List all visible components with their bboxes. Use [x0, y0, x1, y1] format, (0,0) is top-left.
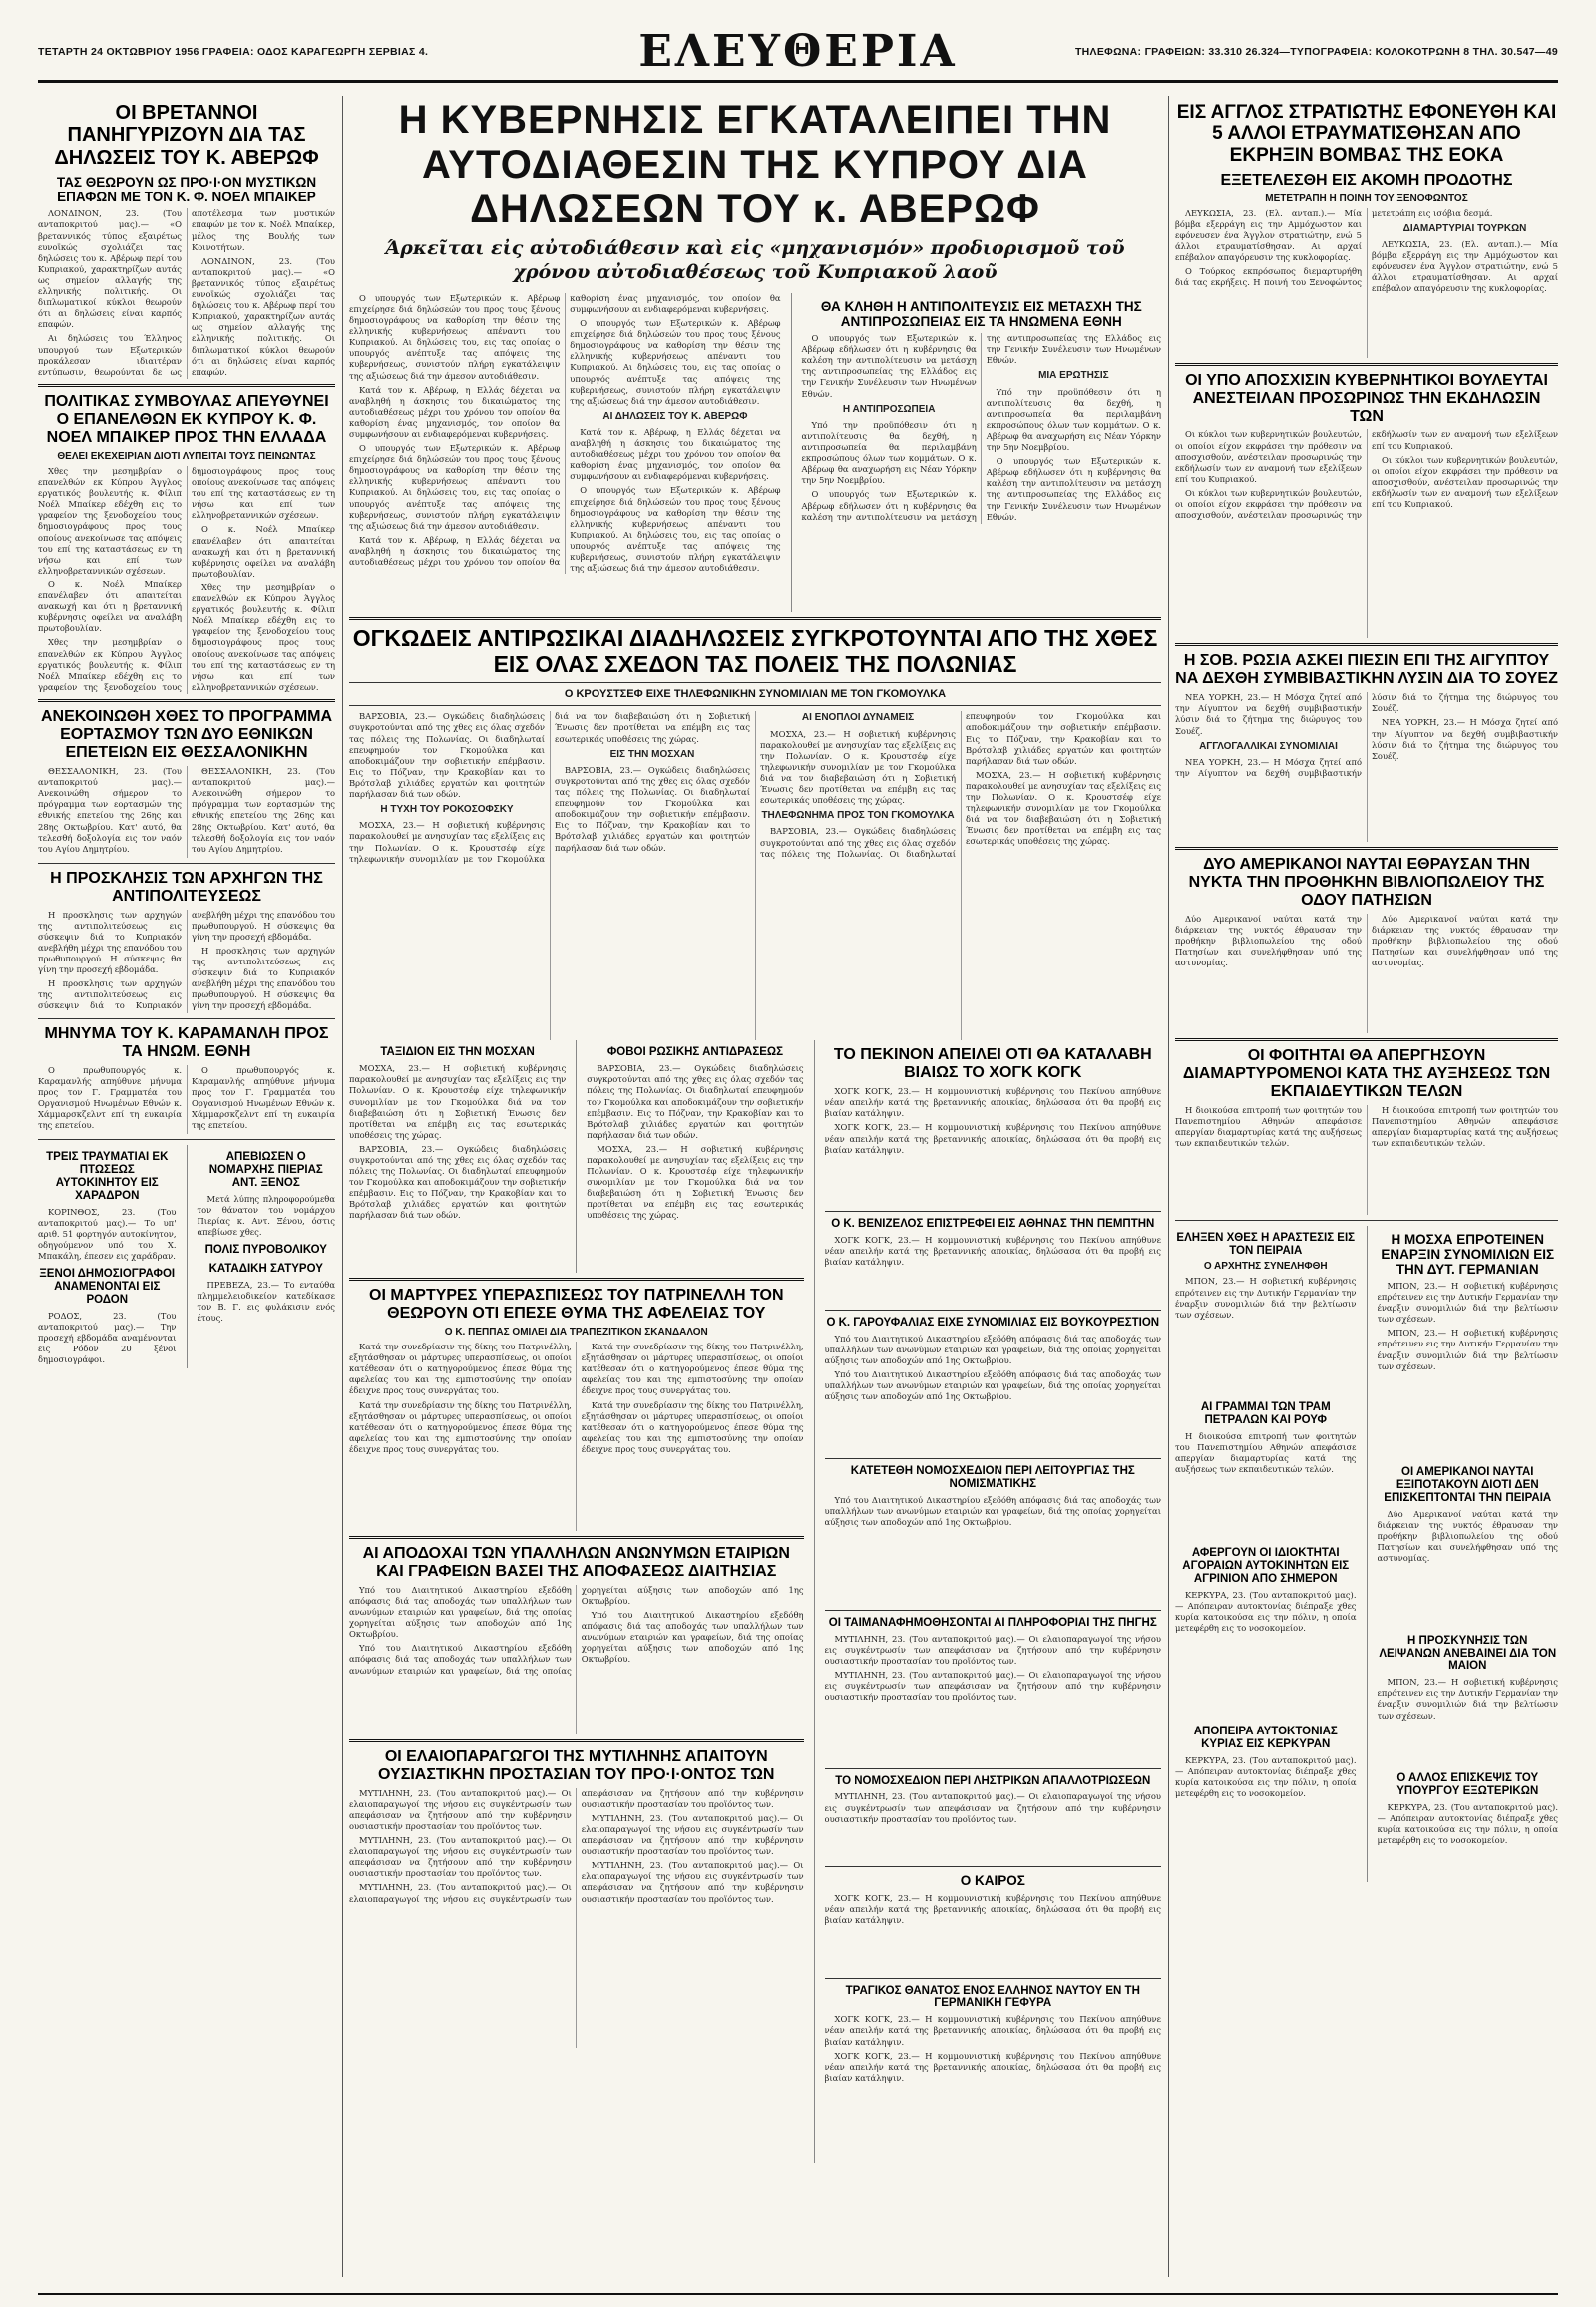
paragraph: ΒΑΡΣΟΒΙΑ, 23.— Ογκώδεις διαδηλώσεις συγκροτούνται από της χθες εις όλας σχεδόν τας πόλεις της Πολωνίας. Οι διαδηλωταί επευφημούν τον Γκομούλκα και αποδοκιμάζουν την σοβιετικήν επέμβασιν. Εις το Πόζναν, την Κρακοβίαν και το Βρότσλαβ χιλιάδες εργατών και φοιτητών παρήλασαν διά των οδών.: [349, 711, 545, 800]
divider: [825, 1310, 1161, 1311]
paragraph: ΘΕΣΣΑΛΟΝΙΚΗ, 23. (Του ανταποκριτού μας).— Ανεκοινώθη σήμερον το πρόγραμμα των εορτασμών της εθνικής επετείου της 26ης και 28ης Οκτωβρίου. Κατ' αυτό, θα τελεσθή δοξολογία εις τον ναόν του Αγίου Δημητρίου.: [192, 766, 335, 854]
paragraph: Οι κύκλοι των κυβερνητικών βουλευτών, οι οποίοι είχον εκφράσει την πρόθεσιν να αποσχισθούν, ανέστειλαν προσωρινώς την εκδήλωσίν των εν αναμονή των εξελίξεων επί του Κυπριακού.: [1175, 429, 1558, 521]
section-subhead: ΜΙΑ ΕΡΩΤΗΣΙΣ: [1038, 370, 1109, 382]
paragraph: ΘΕΣΣΑΛΟΝΙΚΗ, 23. (Του ανταποκριτού μας).— Ανεκοινώθη σήμερον το πρόγραμμα των εορτασμών της εθνικής επετείου της 26ης και 28ης Οκτωβρίου. Κατ' αυτό, θα τελεσθή δοξολογία εις τον ναόν του Αγίου Δημητρίου.: [38, 766, 182, 854]
headline-patrinellis-trial: ΟΙ ΜΑΡΤΥΡΕΣ ΥΠΕΡΑΣΠΙΣΕΩΣ ΤΟΥ ΠΑΤΡΙΝΕΛΛΗ ΤΟΝ ΘΕΩΡΟΥΝ ΟΤΙ ΕΠΕΣΕ ΘΥΜΑ ΤΗΣ ΑΦΕΛΕΙΑΣ ΤΟΥ: [369, 1287, 784, 1323]
paragraph: ΜΟΣΧΑ, 23.— Η σοβιετική κυβέρνησις παρακολουθεί με ανησυχίαν τας εξελίξεις εις την Πολωνίαν. Ο κ. Κρουστσέφ είχε τηλεφωνικήν συνομιλίαν με τον Γκομούλκα διά να τον διαβεβαιώση ότι η Σοβιετική Ένωσις δεν προτίθεται να επέμβη εις τας εσωτερικάς υποθέσεις της χώρας.: [349, 1063, 567, 1140]
paragraph: Χθες την μεσημβρίαν ο επανελθών εκ Κύπρου Άγγλος εργατικός βουλευτής κ. Φίλιπ Νοέλ Μπαίκερ εδέχθη εις το γραφείον της ξενοδοχείου τους δημοσιογράφους προς τους οποίους ανεκοίνωσε τας απόψεις του επί της καταστάσεως εν τη νήσω και επί των ελληνοβρεταννικών σχέσεων.: [38, 466, 335, 692]
paragraph: ΚΕΡΚΥΡΑ, 23. (Του ανταποκριτού μας).— Απόπειραν αυτοκτονίας διέπραξε χθες κυρία κατοικούσα εις την πόλιν, η οποία μετεφέρθη εις το νοσοκομείον.: [1175, 1754, 1357, 1798]
article-body: [349, 1788, 804, 2048]
paragraph: Ο υπουργός των Εξωτερικών κ. Αβέρωφ επιχείρησε διά δηλώσεών του προς τους ξένους δημοσιογράφους να καθορίση την θέσιν της ελληνικής κυβερνήσεως απέναντι του Κυπριακού. Αι δηλώσεις του, εις τας οποίας ο υπουργός ανέπτυξε τας απόψεις της κυβερνήσεως, συνιστούν πλήρη εγκατάλειψιν της αξιώσεως διά την άμεσον αυτοδιάθεσιν.: [570, 485, 781, 574]
divider: [349, 705, 1161, 706]
section-subhead: ΑΓΓΛΟΓΑΛΛΙΚΑΙ ΣΥΝΟΜΙΛΙΑΙ: [1199, 740, 1338, 752]
divider: [349, 682, 1161, 683]
paragraph: Κατά την συνεδρίασιν της δίκης του Πατρινέλλη, εξητάσθησαν οι μάρτυρες υπερασπίσεως, οι οποίοι κατέθεσαν ότι ο κατηγορούμενος έπεσε θύμα της αφελείας του και της εμπιστοσύνης την οποίαν έδειχνε προς τους συνεργάτας του.: [349, 1342, 572, 1396]
article-body: [38, 766, 335, 858]
headline-relics: Η ΠΡΟΣΚΥΝΗΣΙΣ ΤΩΝ ΛΕΙΨΑΝΩΝ ΑΝΕΒΑΙΝΕΙ ΔΙΑ ΤΟΝ ΜΑΙΟΝ: [1379, 1634, 1557, 1673]
divider: [349, 1739, 804, 1742]
headline-traitor-executed: ΕΞΕΤΕΛΕΣΘΗ ΕΙΣ ΑΚΟΜΗ ΠΡΟΔΟΤΗΣ: [1220, 171, 1513, 189]
headline-source-info: ΟΙ ΤΑΙΜΑΝΑΦΗΜΟΘΗΣΟΝΤΑΙ ΑΙ ΠΛΗΡΟΦΟΡΙΑΙ ΤΗΣ ΠΗΓΗΣ: [828, 1616, 1157, 1629]
paragraph: ΧΟΓΚ ΚΟΓΚ, 23.— Η κομμουνιστική κυβέρνησις του Πεκίνου απηύθυνε νέαν απειλήν κατά της βρεταννικής αποικίας, δηλώσασα ότι θα προβή εις βιαίαν κατάληψιν.: [824, 2050, 1161, 2083]
headline-peking-threat: ΤΟ ΠΕΚΙΝΟΝ ΑΠΕΙΛΕΙ ΟΤΙ ΘΑ ΚΑΤΑΛΑΒΗ ΒΙΑΙΩΣ ΤΟ ΧΟΓΚ ΚΟΓΚ: [833, 1046, 1152, 1082]
article-body: [38, 208, 335, 379]
headline-corfu-attempt: ΑΠΟΠΕΙΡΑ ΑΥΤΟΚΤΟΝΙΑΣ ΚΥΡΙΑΣ ΕΙΣ ΚΕΡΚΥΡΑΝ: [1193, 1725, 1338, 1750]
paragraph: ΒΑΡΣΟΒΙΑ, 23.— Ογκώδεις διαδηλώσεις συγκροτούνται από της χθες εις όλας σχεδόν τας πόλεις της Πολωνίας. Οι διαδηλωταί επευφημούν τον Γκομούλκα και αποδοκιμάζουν την σοβιετικήν επέμβασιν. Εις το Πόζναν, την Κρακοβίαν και το Βρότσλαβ χιλιάδες εργατών και φοιτητών παρήλασαν διά των οδών.: [349, 1143, 567, 1221]
lead-story-row: [349, 293, 1161, 612]
paragraph: Οι κύκλοι των κυβερνητικών βουλευτών, οι οποίοι είχον εκφράσει την πρόθεσιν να αποσχισθούν, ανέστειλαν προσωρινώς την εκδήλωσίν των εν αναμονή των εξελίξεων επί του Κυπριακού.: [1175, 429, 1362, 484]
divider: [825, 1768, 1161, 1769]
paragraph: ΒΑΡΣΟΒΙΑ, 23.— Ογκώδεις διαδηλώσεις συγκροτούνται από της χθες εις όλας σχεδόν τας πόλεις της Πολωνίας. Οι διαδηλωταί επευφημούν τον Γκομούλκα και αποδοκιμάζουν την σοβιετικήν επέμβασιν. Εις το Πόζναν, την Κρακοβίαν και το Βρότσλαβ χιλιάδες εργατών και φοιτητών παρήλασαν διά των οδών.: [760, 711, 1161, 859]
headline-tram-lines: ΑΙ ΓΡΑΜΜΑΙ ΤΩΝ ΤΡΑΜ ΠΕΤΡΑΛΩΝ ΚΑΙ ΡΟΥΦ: [1200, 1401, 1331, 1427]
paragraph: ΝΕΑ ΥΟΡΚΗ, 23.— Η Μόσχα ζητεί από την Αίγυπτον να δεχθή συμβιβαστικήν λύσιν διά το ζήτημα της διώρυγος του Σουέζ.: [1175, 692, 1558, 778]
paragraph: ΒΑΡΣΟΒΙΑ, 23.— Ογκώδεις διαδηλώσεις συγκροτούνται από της χθες εις όλας σχεδόν τας πόλεις της Πολωνίας. Οι διαδηλωταί επευφημούν τον Γκομούλκα και αποδοκιμάζουν την σοβιετικήν επέμβασιν. Εις το Πόζναν, την Κρακοβίαν και το Βρότσλαβ χιλιάδες εργατών και φοιτητών παρήλασαν διά των οδών.: [555, 764, 750, 853]
article-body: [587, 1063, 803, 1273]
headline-british-praise: ΟΙ ΒΡΕΤΑΝΝΟΙ ΠΑΝΗΓΥΡΙΖΟΥΝ ΔΙΑ ΤΑΣ ΔΗΛΩΣΕΙΣ ΤΟΥ Κ. ΑΒΕΡΩΦ: [54, 102, 319, 169]
paragraph: ΝΕΑ ΥΟΡΚΗ, 23.— Η Μόσχα ζητεί από την Αίγυπτον να δεχθή συμβιβαστικήν λύσιν διά το ζήτημα της διώρυγος του Σουέζ.: [1372, 717, 1558, 761]
paragraph: ΜΟΣΧΑ, 23.— Η σοβιετική κυβέρνησις παρακολουθεί με ανησυχίαν τας εξελίξεις εις την Πολωνίαν. Ο κ. Κρουστσέφ είχε τηλεφωνικήν συνομιλίαν με τον Γκομούλκα διά να τον διαβεβαιώση ότι η Σοβιετική Ένωσις δεν προτίθεται να επέμβη εις τας εσωτερικάς υποθέσεις της χώρας.: [760, 728, 956, 806]
paragraph: Ο υπουργός των Εξωτερικών κ. Αβέρωφ εδήλωσεν ότι η κυβέρνησις θα καλέση την αντιπολίτευσιν να μετάσχη της αντιπροσωπείας της Ελλάδος εις την Γενικήν Συνέλευσιν των Ηνωμένων Εθνών.: [801, 333, 1161, 522]
headline-expropriation-bill: ΤΟ ΝΟΜΟΣΧΕΔΙΟΝ ΠΕΡΙ ΛΗΣΤΡΙΚΩΝ ΑΠΑΛΛΟΤΡΙΩΣΕΩΝ: [835, 1774, 1151, 1787]
subheadline-peppas: Ο Κ. ΠΕΠΠΑΣ ΟΜΙΛΕΙ ΔΙΑ ΤΡΑΠΕΖΙΤΙΚΟΝ ΣΚΑΝΔΑΛΟΝ: [444, 1327, 708, 1339]
section-subhead: Ο ΑΡΧΗΤΗΣ ΣΥΝΕΛΗΦΘΗ: [1203, 1261, 1328, 1273]
headline-student-strike: ΟΙ ΦΟΙΤΗΤΑΙ ΘΑ ΑΠΕΡΓΗΣΟΥΝ ΔΙΑΜΑΡΤΥΡΟΜΕΝΟΙ ΚΑΤΑ ΤΗΣ ΑΥΞΗΣΕΩΣ ΤΩΝ ΕΚΠΑΙΔΕΥΤΙΚΩΝ ΤΕΛΩΝ: [1182, 1046, 1551, 1100]
paragraph: ΛΕΥΚΩΣΙΑ, 23. (Ελ. ανταπ.).— Μία βόμβα εξερράγη εις την Αμμόχωστον και εφόνευσεν ένα Άγγλον στρατιώτην, ενώ 5 άλλοι ετραυματίσθησαν. Αι αρχαί επέβαλον απαγόρευσιν της κυκλοφορίας.: [1175, 207, 1362, 263]
headline-monetary-bill: ΚΑΤΕΤΕΘΗ ΝΟΜΟΣΧΕΔΙΟΝ ΠΕΡΙ ΛΕΙΤΟΥΡΓΙΑΣ ΤΗΣ ΝΟΜΙΣΜΑΤΙΚΗΣ: [850, 1464, 1135, 1490]
headline-venizelos-return: Ο Κ. ΒΕΝΙΖΕΛΟΣ ΕΠΙΣΤΡΕΦΕΙ ΕΙΣ ΑΘΗΝΑΣ ΤΗΝ ΠΕΜΠΤΗΝ: [831, 1218, 1155, 1231]
paragraph: ΜΥΤΙΛΗΝΗ, 23. (Του ανταποκριτού μας).— Οι ελαιοπαραγωγοί της νήσου εις συγκέντρωσίν των απεφάσισαν να ζητήσουν από την κυβέρνησιν ουσιαστικήν προστασίαν του προϊόντος των.: [349, 1787, 572, 1831]
paragraph: Η διοικούσα επιτροπή των φοιτητών του Πανεπιστημίου Αθηνών απεφάσισε απεργίαν διαμαρτυρίας κατά της αυξήσεως των εκπαιδευτικών τελών.: [1175, 1431, 1357, 1475]
paragraph: ΧΟΓΚ ΚΟΓΚ, 23.— Η κομμουνιστική κυβέρνησις του Πεκίνου απηύθυνε νέαν απειλήν κατά της βρεταννικής αποικίας, δηλώσασα ότι θα προβή εις βιαίαν κατάληψιν.: [824, 1235, 1161, 1268]
divider: [38, 863, 335, 864]
paragraph: Υπό την προϋπόθεσιν ότι η αντιπολίτευσις θα δεχθή, η αντιπροσωπεία θα περιλαμβάνη εκπροσώπους όλων των κομμάτων. Ο κ. Αβέρωφ θα αναχωρήση εις Νέαν Υόρκην την 5ην Νοεμβρίου.: [986, 386, 1161, 453]
masthead: [38, 22, 1558, 83]
paragraph: Ο υπουργός των Εξωτερικών κ. Αβέρωφ εδήλωσεν ότι η κυβέρνησις θα καλέση την αντιπολίτευσιν να μετάσχη της αντιπροσωπείας της Ελλάδος εις την Γενικήν Συνέλευσιν των Ηνωμένων Εθνών.: [986, 456, 1161, 522]
paragraph: ΧΟΓΚ ΚΟΓΚ, 23.— Η κομμουνιστική κυβέρνησις του Πεκίνου απηύθυνε νέαν απειλήν κατά της βρεταννικής αποικίας, δηλώσασα ότι θα προβή εις βιαίαν κατάληψιν.: [824, 1122, 1161, 1155]
paragraph: Οι κύκλοι των κυβερνητικών βουλευτών, οι οποίοι είχον εκφράσει την πρόθεσιν να αποσχισθούν, ανέστειλαν προσωρινώς την εκδήλωσίν των εν αναμονή των εξελίξεων επί του Κυπριακού.: [1372, 454, 1558, 509]
section-subhead: ΕΙΣ ΤΗΝ ΜΟΣΧΑΝ: [609, 748, 695, 760]
paragraph: ΛΟΝΔΙΝΟΝ, 23. (Του ανταποκριτού μας).— «Ο βρεταννικός τύπος εξαιρέτως ευνοϊκώς σχολιάζει τας δηλώσεις του κ. Αβέρωφ περί του Κυπριακού, χαρακτηρίζων αυτάς ως σημείον αλλαγής της ελληνικής πολιτικής. Οι διπλωματικοί κύκλοι θεωρούν ότι αι δηλώσεις είναι καρπός επαφών.: [38, 208, 182, 330]
paragraph: Κατά τον κ. Αβέρωφ, η Ελλάς δέχεται να αναβληθή η άσκησις του δικαιώματος της αυτοδιαθέσεως μέχρι του χρόνου τον οποίον θα καθορίση ένας μηχανισμός, τον οποίον θα συμφωνήσουν αι ενδιαφερόμεναι κυβερνήσεις.: [349, 384, 561, 440]
divider: [38, 384, 335, 387]
divider: [1175, 1220, 1558, 1221]
short-news-row: [1175, 1226, 1558, 1882]
headline-journalists-rhodes: ΞΕΝΟΙ ΔΗΜΟΣΙΟΓΡΑΦΟΙ ΑΝΑΜΕΝΟΝΤΑΙ ΕΙΣ ΡΟΔΟΝ: [39, 1268, 176, 1307]
article-body: [1175, 692, 1558, 842]
left-column: [38, 96, 335, 2277]
article-body: [349, 1063, 566, 1273]
headline-olive-growers: ΟΙ ΕΛΑΙΟΠΑΡΑΓΩΓΟΙ ΤΗΣ ΜΥΤΙΛΗΝΗΣ ΑΠΑΙΤΟΥΝ ΟΥΣΙΑΣΤΙΚΗΝ ΠΡΟΣΤΑΣΙΑΝ ΤΟΥ ΠΡΟ·Ι·ΟΝΤΟΣ ΤΩΝ: [378, 1747, 775, 1783]
divider: [1175, 643, 1558, 646]
masthead-dateline: ΤΕΤΑΡΤΗ 24 ΟΚΤΩΒΡΙΟΥ 1956 ΓΡΑΦΕΙΑ: ΟΔΟΣ ΚΑΡΑΓΕΩΡΓΗ ΣΕΡΒΙΑΣ 4.: [38, 46, 429, 58]
article-body: [1175, 914, 1558, 1033]
paragraph: Ο Τούρκος εκπρόσωπος διεμαρτυρήθη διά τας εκρήξεις. Η ποινή του Ξενοφώντος μετετράπη εις ισόβια δεσμά.: [1175, 207, 1493, 288]
paragraph: Δύο Αμερικανοί ναύται κατά την διάρκειαν της νυκτός έθραυσαν την προθήκην βιβλιοπωλείου της οδού Πατησίων και συνελήφθησαν υπό της αστυνομίας.: [1372, 913, 1558, 968]
article-body: [349, 293, 781, 574]
paragraph: Ο υπουργός των Εξωτερικών κ. Αβέρωφ εδήλωσεν ότι η κυβέρνησις θα καλέση την αντιπολίτευσιν να μετάσχη της αντιπροσωπείας της Ελλάδος εις την Γενικήν Συνέλευσιν των Ηνωμένων Εθνών.: [801, 333, 977, 399]
paragraph: ΜΥΤΙΛΗΝΗ, 23. (Του ανταποκριτού μας).— Οι ελαιοπαραγωγοί της νήσου εις συγκέντρωσίν των απεφάσισαν να ζητήσουν από την κυβέρνησιν ουσιαστικήν προστασίαν του προϊόντος των.: [349, 1835, 572, 1879]
section-subhead: ΔΙΑΜΑΡΤΥΡΙΑΙ ΤΟΥΡΚΩΝ: [1402, 222, 1527, 234]
paragraph: ΛΟΝΔΙΝΟΝ, 23. (Του ανταποκριτού μας).— «Ο βρεταννικός τύπος εξαιρέτως ευνοϊκώς σχολιάζει τας δηλώσεις του κ. Αβέρωφ περί του Κυπριακού, χαρακτηρίζων αυτάς ως σημείον αλλαγής της ελληνικής πολιτικής. Οι διπλωματικοί κύκλοι θεωρούν ότι αι δηλώσεις είναι καρπός επαφών.: [192, 255, 335, 377]
paragraph: Η διοικούσα επιτροπή των φοιτητών του Πανεπιστημίου Αθηνών απεφάσισε απεργίαν διαμαρτυρίας κατά της αυξήσεως των εκπαιδευτικών τελών.: [1175, 1104, 1362, 1148]
paragraph: Δύο Αμερικανοί ναύται κατά την διάρκειαν της νυκτός έθραυσαν την προθήκην βιβλιοπωλείου της οδού Πατησίων και συνελήφθησαν υπό της αστυνομίας.: [1175, 913, 1362, 968]
paragraph: Κατά την συνεδρίασιν της δίκης του Πατρινέλλη, εξητάσθησαν οι μάρτυρες υπερασπίσεως, οι οποίοι κατέθεσαν ότι ο κατηγορούμενος έπεσε θύμα της αφελείας του και της εμπιστοσύνης την οποίαν έδειχνε προς τους συνεργάτας του.: [581, 1399, 804, 1454]
headline-satyr-sentence: ΚΑΤΑΔΙΚΗ ΣΑΤΥΡΟΥ: [208, 1263, 323, 1276]
section-subhead: ΤΗΛΕΦΩΝΗΜΑ ΠΡΟΣ ΤΟΝ ΓΚΟΜΟΥΛΚΑ: [761, 810, 955, 822]
headline-piraeus: ΕΛΗΞΕΝ ΧΘΕΣ Η ΑΡΑΣΤΕΣΙΣ ΕΙΣ ΤΟΝ ΠΕΙΡΑΙΑ: [1176, 1231, 1356, 1257]
paragraph: Υπό του Διαιτητικού Δικαστηρίου εξεδόθη απόφασις διά τας αποδοχάς των υπαλλήλων των ανωνύμων εταιριών και γραφείων, διά της οποίας χορηγείται αύξησις των αποδοχών από 1ης Οκτωβρίου.: [349, 1584, 804, 1676]
divider: [1175, 363, 1558, 366]
headline-moscow-trip: ΤΑΞΙΔΙΟΝ ΕΙΣ ΤΗΝ ΜΟΣΧΑΝ: [380, 1046, 535, 1059]
paragraph: ΜΥΤΙΛΗΝΗ, 23. (Του ανταποκριτού μας).— Οι ελαιοπαραγωγοί της νήσου εις συγκέντρωσίν των απεφάσισαν να ζητήσουν από την κυβέρνησιν ουσιαστικήν προστασίαν του προϊόντος των.: [581, 1860, 804, 1904]
headline-opposition-leaders: Η ΠΡΟΣΚΛΗΣΙΣ ΤΩΝ ΑΡΧΗΓΩΝ ΤΗΣ ΑΝΤΙΠΟΛΙΤΕΥΣΕΩΣ: [50, 869, 323, 905]
paragraph: ΜΥΤΙΛΗΝΗ, 23. (Του ανταποκριτού μας).— Οι ελαιοπαραγωγοί της νήσου εις συγκέντρωσίν των απεφάσισαν να ζητήσουν από την κυβέρνησιν ουσιαστικήν προστασίαν του προϊόντος των.: [349, 1787, 804, 1904]
article-body: [1175, 429, 1558, 638]
article-body: [825, 1086, 1161, 1206]
headline-russian-reaction: ΦΟΒΟΙ ΡΩΣΙΚΗΣ ΑΝΤΙΔΡΑΣΕΩΣ: [606, 1046, 784, 1059]
paragraph: ΧΟΓΚ ΚΟΓΚ, 23.— Η κομμουνιστική κυβέρνησις του Πεκίνου απηύθυνε νέαν απειλήν κατά της βρεταννικής αποικίας, δηλώσασα ότι θα προβή εις βιαίαν κατάληψιν.: [824, 2014, 1161, 2047]
divider: [825, 1211, 1161, 1212]
paragraph: Υπό του Διαιτητικού Δικαστηρίου εξεδόθη απόφασις διά τας αποδοχάς των υπαλλήλων των ανωνύμων εταιριών και γραφείων, διά της οποίας χορηγείται αύξησις των αποδοχών από 1ης Οκτωβρίου.: [581, 1610, 804, 1665]
headline-thessaloniki: ΑΝΕΚΟΙΝΩΘΗ ΧΘΕΣ ΤΟ ΠΡΟΓΡΑΜΜΑ ΕΟΡΤΑΣΜΟΥ ΤΩΝ ΔΥΟ ΕΘΝΙΚΩΝ ΕΠΕΤΕΙΩΝ ΕΙΣ ΘΕΣΣΑΛΟΝΙΚΗΝ: [40, 708, 333, 762]
paragraph: ΠΡΕΒΕΖΑ, 23.— Το ενταύθα πλημμελειοδικείον κατεδίκασε τον Β. Γ. εις φυλάκισιν ενός έτους.: [197, 1280, 335, 1324]
subheadline-khrushchev-call: Ο ΚΡΟΥΣΤΣΕΦ ΕΙΧΕ ΤΗΛΕΦΩΝΙΚΗΝ ΣΥΝΟΜΙΛΙΑΝ ΜΕ ΤΟΝ ΓΚΟΜΟΥΛΚΑ: [564, 688, 947, 701]
subheadline-secret-contacts: ΤΑΣ ΘΕΩΡΟΥΝ ΩΣ ΠΡΟ·Ι·ΟΝ ΜΥΣΤΙΚΩΝ ΕΠΑΦΩΝ ΜΕ ΤΟΝ Κ. Φ. ΝΟΕΛ ΜΠΑΙΚΕΡ: [56, 175, 317, 205]
paragraph: ΜΟΣΧΑ, 23.— Η σοβιετική κυβέρνησις παρακολουθεί με ανησυχίαν τας εξελίξεις εις την Πολωνίαν. Ο κ. Κρουστσέφ είχε τηλεφωνικήν συνομιλίαν με τον Γκομούλκα διά να τον διαβεβαιώση ότι η Σοβιετική Ένωσις δεν προτίθεται να επέμβη εις τας εσωτερικάς υποθέσεις της χώρας.: [966, 769, 1161, 847]
paragraph: Κατά την συνεδρίασιν της δίκης του Πατρινέλλη, εξητάσθησαν οι μάρτυρες υπερασπίσεως, οι οποίοι κατέθεσαν ότι ο κατηγορούμενος έπεσε θύμα της αφελείας του και της εμπιστοσύνης την οποίαν έδειχνε προς τους συνεργάτας του.: [349, 1399, 572, 1454]
paragraph: Κατά την συνεδρίασιν της δίκης του Πατρινέλλη, εξητάσθησαν οι μάρτυρες υπερασπίσεως, οι οποίοι κατέθεσαν ότι ο κατηγορούμενος έπεσε θύμα της αφελείας του και της εμπιστοσύνης την οποίαν έδειχνε προς τους συνεργάτας του.: [581, 1342, 804, 1396]
poland-continuation-row: [349, 1040, 804, 1273]
headline-car-accident: ΤΡΕΙΣ ΤΡΑΥΜΑΤΙΑΙ ΕΚ ΠΤΩΣΕΩΣ ΑΥΤΟΚΙΝΗΤΟΥ ΕΙΣ ΧΑΡΑΔΡΟΝ: [46, 1151, 169, 1203]
article-body: [349, 1342, 804, 1531]
paragraph: Ο πρωθυπουργός κ. Καραμανλής απηύθυνε μήνυμα προς τον Γ. Γραμματέα του Οργανισμού Ηνωμένων Εθνών κ. Χάμμαρσκζελντ επί τη ευκαιρία της επετείου.: [192, 1064, 335, 1131]
paragraph: Υπό του Διαιτητικού Δικαστηρίου εξεδόθη απόφασις διά τας αποδοχάς των υπαλλήλων των ανωνύμων εταιριών και γραφείων, διά της οποίας χορηγείται αύξησις των αποδοχών από 1ης Οκτωβρίου.: [824, 1333, 1161, 1366]
headline-employee-salaries: ΑΙ ΑΠΟΔΟΧΑΙ ΤΩΝ ΥΠΑΛΛΗΛΩΝ ΑΝΩΝΥΜΩΝ ΕΤΑΙΡΙΩΝ ΚΑΙ ΓΡΑΦΕΙΩΝ ΒΑΣΕΙ ΤΗΣ ΑΠΟΦΑΣΕΩΣ ΔΙΑΙΤΗΣΙΑΣ: [362, 1545, 790, 1580]
paragraph: ΡΟΔΟΣ, 23. (Του ανταποκριτού μας).— Την προσεχή εβδομάδα αναμένονται εις Ρόδον 20 ξένοι δημοσιογράφοι.: [38, 1310, 177, 1365]
newspaper-title: ΕΛΕΥΘΕΡΙΑ: [638, 26, 958, 77]
paragraph: Η προσκλησις των αρχηγών της αντιπολιτεύσεως εις σύσκεψιν διά το Κυπριακόν ανεβλήθη μέχρι της επανόδου του πρωθυπουργού. Η σύσκεψις θα γίνη την προσεχή εβδομάδα.: [38, 909, 182, 975]
divider: [349, 617, 1161, 620]
paragraph: ΜΟΣΧΑ, 23.— Η σοβιετική κυβέρνησις παρακολουθεί με ανησυχίαν τας εξελίξεις εις την Πολωνίαν. Ο κ. Κρουστσέφ είχε τηλεφωνικήν συνομιλίαν με τον Γκομούλκα διά να τον διαβεβαιώση ότι η Σοβιετική Ένωσις δεν προτίθεται να επέμβη εις τας εσωτερικάς υποθέσεις της χώρας.: [349, 711, 750, 864]
divider: [38, 699, 335, 702]
section-subhead: ΑΙ ΔΗΛΩΣΕΙΣ ΤΟΥ Κ. ΑΒΕΡΩΦ: [602, 410, 748, 422]
paragraph: Υπό την προϋπόθεσιν ότι η αντιπολίτευσις θα δεχθή, η αντιπροσωπεία θα περιλαμβάνη εκπροσώπους όλων των κομμάτων. Ο κ. Αβέρωφ θα αναχωρήση εις Νέαν Υόρκην την 5ην Νοεμβρίου.: [801, 419, 977, 486]
right-column: [1175, 96, 1558, 2277]
paragraph: Αι δηλώσεις του Έλληνος υπουργού των Εξωτερικών προκάλεσαν ιδιαιτέραν εντύπωσιν, θεωρούνται δε ως αποτέλεσμα των μυστικών επαφών με τον κ. Νοέλ Μπαίκερ, μέλος της Βουλής των Κοινοτήτων.: [38, 208, 335, 377]
paragraph: Ο υπουργός των Εξωτερικών κ. Αβέρωφ επιχείρησε διά δηλώσεών του προς τους ξένους δημοσιογράφους να καθορίση την θέσιν της ελληνικής κυβερνήσεως απέναντι του Κυπριακού. Αι δηλώσεις του, εις τας οποίας ο υπουργός ανέπτυξε τας απόψεις της κυβερνήσεως, συνιστούν πλήρη εγκατάλειψιν της αξιώσεως διά την άμεσον αυτοδιάθεσιν.: [349, 292, 561, 381]
short-news-row: [38, 1145, 335, 1368]
poland-story-body: [349, 711, 1161, 1040]
section-subhead: Η ΑΝΤΙΠΡΟΣΩΠΕΙΑ: [842, 403, 936, 415]
paragraph: Μετά λύπης πληροφορούμεθα τον θάνατον του νομάρχου Πιερίας κ. Αντ. Ξένου, όστις απεβίωσε χθες.: [197, 1194, 335, 1238]
paragraph: ΜΠΟΝ, 23.— Η σοβιετική κυβέρνησις επρότεινεν εις την Δυτικήν Γερμανίαν την έναρξιν συνομιλιών διά την βελτίωσιν των σχέσεων.: [1377, 1281, 1558, 1325]
paragraph: ΜΟΣΧΑ, 23.— Η σοβιετική κυβέρνησις παρακολουθεί με ανησυχίαν τας εξελίξεις εις την Πολωνίαν. Ο κ. Κρουστσέφ είχε τηλεφωνικήν συνομιλίαν με τον Γκομούλκα διά να τον διαβεβαιώση ότι η Σοβιετική Ένωσις δεν προτίθεται να επέμβη εις τας εσωτερικάς υποθέσεις της χώρας.: [587, 1143, 804, 1221]
headline-american-sailors: ΔΥΟ ΑΜΕΡΙΚΑΝΟΙ ΝΑΥΤΑΙ ΕΘΡΑΥΣΑΝ ΤΗΝ ΝΥΚΤΑ ΤΗΝ ΠΡΟΘΗΚΗΝ ΒΙΒΛΙΟΠΩΛΕΙΟΥ ΤΗΣ ΟΔΟΥ ΠΑΤΗΣΙΩΝ: [1188, 856, 1545, 910]
paragraph: Υπό του Διαιτητικού Δικαστηρίου εξεδόθη απόφασις διά τας αποδοχάς των υπαλλήλων των ανωνύμων εταιριών και γραφείων, διά της οποίας χορηγείται αύξησις των αποδοχών από 1ης Οκτωβρίου.: [824, 1369, 1161, 1402]
paragraph: Ο πρωθυπουργός κ. Καραμανλής απηύθυνε μήνυμα προς τον Γ. Γραμματέα του Οργανισμού Ηνωμένων Εθνών κ. Χάμμαρσκζελντ επί τη ευκαιρία της επετείου.: [38, 1064, 182, 1131]
headline-prefect-death: ΑΠΕΒΙΩΣΕΝ Ο ΝΟΜΑΡΧΗΣ ΠΙΕΡΙΑΣ ΑΝΤ. ΞΕΝΟΣ: [208, 1151, 323, 1190]
paragraph: Ο υπουργός των Εξωτερικών κ. Αβέρωφ επιχείρησε διά δηλώσεών του προς τους ξένους δημοσιογράφους να καθορίση την θέσιν της ελληνικής κυβερνήσεως απέναντι του Κυπριακού. Αι δηλώσεις του, εις τας οποίας ο υπουργός ανέπτυξε τας απόψεις της κυβερνήσεως, συνιστούν πλήρη εγκατάλειψιν της αξιώσεως διά την άμεσον αυτοδιάθεσιν.: [570, 318, 781, 406]
article-body: [349, 1585, 804, 1734]
column-rule: [1168, 96, 1169, 2277]
divider: [1175, 1038, 1558, 1041]
paragraph: ΚΕΡΚΥΡΑ, 23. (Του ανταποκριτού μας).— Απόπειραν αυτοκτονίας διέπραξε χθες κυρία κατοικούσα εις την πόλιν, η οποία μετεφέρθη εις το νοσοκομείον.: [1377, 1802, 1558, 1846]
headline-poland-demonstrations: ΟΓΚΩΔΕΙΣ ΑΝΤΙΡΩΣΙΚΑΙ ΔΙΑΔΗΛΩΣΕΙΣ ΣΥΓΚΡΟΤΟΥΝΤΑΙ ΑΠΟ ΤΗΣ ΧΘΕΣ ΕΙΣ ΟΛΑΣ ΣΧΕΔΟΝ ΤΑΣ ΠΟΛΕΙΣ ΤΗΣ ΠΟΛΩΝΙΑΣ: [352, 624, 1158, 677]
headline-garoufalias: Ο Κ. ΓΑΡΟΥΦΑΛΙΑΣ ΕΙΧΕ ΣΥΝΟΜΙΛΙΑΣ ΕΙΣ ΒΟΥΚΟΥΡΕΣΤΙΟΝ: [826, 1317, 1160, 1330]
divider: [825, 1978, 1161, 1979]
paragraph: Ο κ. Νοέλ Μπαίκερ επανέλαβεν ότι απαιτείται ανακωχή και ότι η βρεταννική κυβέρνησις οφείλει να αναλάβη πρωτοβουλίαν.: [192, 524, 335, 578]
headline-opposition-delegation: ΘΑ ΚΛΗΘΗ Η ΑΝΤΙΠΟΛΙΤΕΥΣΙΣ ΕΙΣ ΜΕΤΑΣΧΗ ΤΗΣ ΑΝΤΙΠΡΟΣΩΠΕΙΑΣ ΕΙΣ ΤΑ ΗΝΩΜΕΝΑ ΕΘΝΗ: [820, 298, 1142, 329]
headline-weather: Ο ΚΑΙΡΟΣ: [960, 1873, 1025, 1889]
center-columns: [349, 96, 1161, 2277]
paragraph: ΜΥΤΙΛΗΝΗ, 23. (Του ανταποκριτού μας).— Οι ελαιοπαραγωγοί της νήσου εις συγκέντρωσίν των απεφάσισαν να ζητήσουν από την κυβέρνησιν ουσιαστικήν προστασίαν του προϊόντος των.: [581, 1812, 804, 1857]
headline-mps-split: ΟΙ ΥΠΟ ΑΠΟΣΧΙΣΙΝ ΚΥΒΕΡΝΗΤΙΚΟΙ ΒΟΥΛΕΥΤΑΙ ΑΝΕΣΤΕΙΛΑΝ ΠΡΟΣΩΡΙΝΩΣ ΤΗΝ ΕΚΔΗΛΩΣΙΝ ΤΩΝ: [1185, 371, 1548, 425]
paragraph: Η προσκλησις των αρχηγών της αντιπολιτεύσεως εις σύσκεψιν διά το Κυπριακόν ανεβλήθη μέχρι της επανόδου του πρωθυπουργού. Η σύσκεψις θα γίνη την προσεχή εβδομάδα.: [38, 909, 335, 1011]
article-body: [1175, 208, 1558, 358]
headline-sailor-death: ΤΡΑΓΙΚΟΣ ΘΑΝΑΤΟΣ ΕΝΟΣ ΕΛΛΗΝΟΣ ΝΑΥΤΟΥ ΕΝ ΤΗ ΓΕΡΜΑΝΙΚΗ ΓΕΦΥΡΑ: [845, 1984, 1140, 2010]
bottom-rule: [38, 2293, 1558, 2295]
paragraph: Η διοικούσα επιτροπή των φοιτητών του Πανεπιστημίου Αθηνών απεφάσισε απεργίαν διαμαρτυρίας κατά της αυξήσεως των εκπαιδευτικών τελών.: [1372, 1104, 1558, 1148]
headline-moscow-germany: Η ΜΟΣΧΑ ΕΠΡΟΤΕΙΝΕΝ ΕΝΑΡΞΙΝ ΣΥΝΟΜΙΛΙΩΝ ΕΙΣ ΤΗΝ ΔΥΤ. ΓΕΡΜΑΝΙΑΝ: [1381, 1231, 1555, 1277]
divider: [38, 1139, 335, 1140]
divider: [38, 1018, 335, 1019]
headline-noel-baker: ΠΟΛΙΤΙΚΑΣ ΣΥΜΒΟΥΛΑΣ ΑΠΕΥΘΥΝΕΙ Ο ΕΠΑΝΕΛΘΩΝ ΕΚ ΚΥΠΡΟΥ Κ. Φ. ΝΟΕΛ ΜΠΑΙΚΕΡ ΠΡΟΣ ΤΗΝ ΕΛΛΑΔΑ: [44, 393, 329, 447]
headline-eoka-bomb: ΕΙΣ ΑΓΓΛΟΣ ΣΤΡΑΤΙΩΤΗΣ ΕΦΟΝΕΥΘΗ ΚΑΙ 5 ΑΛΛΟΙ ΕΤΡΑΥΜΑΤΙΣΘΗΣΑΝ ΑΠΟ ΕΚΡΗΞΙΝ ΒΟΜΒΑΣ ΤΗΣ ΕΟΚΑ: [1176, 102, 1557, 166]
paragraph: ΧΟΓΚ ΚΟΓΚ, 23.— Η κομμουνιστική κυβέρνησις του Πεκίνου απηύθυνε νέαν απειλήν κατά της βρεταννικής αποικίας, δηλώσασα ότι θα προβή εις βιαίαν κατάληψιν.: [824, 1086, 1161, 1119]
paragraph: Χθες την μεσημβρίαν ο επανελθών εκ Κύπρου Άγγλος εργατικός βουλευτής κ. Φίλιπ Νοέλ Μπαίκερ εδέχθη εις το γραφείον της ξενοδοχείου τους δημοσιογράφους προς τους οποίους ανεκοίνωσε τας απόψεις του επί της καταστάσεως εν τη νήσω και επί των ελληνοβρεταννικών σχέσεων.: [192, 581, 335, 692]
paragraph: ΚΕΡΚΥΡΑ, 23. (Του ανταποκριτού μας).— Απόπειραν αυτοκτονίας διέπραξε χθες κυρία κατοικούσα εις την πόλιν, η οποία μετεφέρθη εις το νοσοκομείον.: [1175, 1589, 1357, 1634]
paragraph: Κατά τον κ. Αβέρωφ, η Ελλάς δέχεται να αναβληθή η άσκησις του δικαιώματος της αυτοδιαθέσεως μέχρι του χρόνου τον οποίον θα καθορίση ένας μηχανισμός, τον οποίον θα συμφωνήσουν αι ενδιαφερόμεναι κυβερνήσεις.: [349, 292, 781, 568]
paragraph: Υπό του Διαιτητικού Δικαστηρίου εξεδόθη απόφασις διά τας αποδοχάς των υπαλλήλων των ανωνύμων εταιριών και γραφείων, διά της οποίας χορηγείται αύξησις των αποδοχών από 1ης Οκτωβρίου.: [824, 1494, 1161, 1527]
paragraph: Κατά τον κ. Αβέρωφ, η Ελλάς δέχεται να αναβληθή η άσκησις του δικαιώματος της αυτοδιαθέσεως μέχρι του χρόνου τον οποίον θα καθορίση ένας μηχανισμός, τον οποίον θα συμφωνήσουν αι ενδιαφερόμεναι κυβερνήσεις.: [570, 427, 781, 482]
article-body: [38, 466, 335, 694]
divider: [825, 1866, 1161, 1867]
divider: [825, 1458, 1161, 1459]
paragraph: ΜΥΤΙΛΗΝΗ, 23. (Του ανταποκριτού μας).— Οι ελαιοπαραγωγοί της νήσου εις συγκέντρωσίν των απεφάσισαν να ζητήσουν από την κυβέρνησιν ουσιαστικήν προστασίαν του προϊόντος των.: [824, 1669, 1161, 1703]
divider: [825, 1610, 1161, 1611]
center-lower-row: [349, 1040, 1161, 2163]
subheadline-truce: ΘΕΛΕΙ ΕΚΕΧΕΙΡΙΑΝ ΔΙΟΤΙ ΛΥΠΕΙΤΑΙ ΤΟΥΣ ΠΕΙΝΩΝΤΑΣ: [57, 451, 316, 463]
paragraph: ΜΠΟΝ, 23.— Η σοβιετική κυβέρνησις επρότεινεν εις την Δυτικήν Γερμανίαν την έναρξιν συνομιλιών διά την βελτίωσιν των σχέσεων.: [1377, 1328, 1558, 1371]
paragraph: ΚΟΡΙΝΘΟΣ, 23. (Του ανταποκριτού μας).— Το υπ' αριθ. 51 φορτηγόν αυτοκίνητον, οδηγούμενον υπό του Χ. Μπακάλη, έπεσεν εις χαράδραν.: [38, 1206, 177, 1262]
headline-suez: Η ΣΟΒ. ΡΩΣΙΑ ΑΣΚΕΙ ΠΙΕΣΙΝ ΕΠΙ ΤΗΣ ΑΙΓΥΠΤΟΥ ΝΑ ΔΕΧΘΗ ΣΥΜΒΙΒΑΣΤΙΚΗΝ ΛΥΣΙΝ ΔΙΑ ΤΟ ΣΟΥΕΖ: [1175, 652, 1558, 688]
main-banner-headline: Η ΚΥΒΕΡΝΗΣΙΣ ΕΓΚΑΤΑΛΕΙΠΕΙ ΤΗΝ ΑΥΤΟΔΙΑΘΕΣΙΝ ΤΗΣ ΚΥΠΡΟΥ ΔΙΑ ΔΗΛΩΣΕΩΝ ΤΟΥ κ. ΑΒΕΡΩΦ: [398, 98, 1112, 231]
headline-foreign-minister-visit: Ο ΑΛΛΟΣ ΕΠΙΣΚΕΨΙΣ ΤΟΥ ΥΠΟΥΡΓΟΥ ΕΞΩΤΕΡΙΚΩΝ: [1396, 1772, 1539, 1798]
column-rule: [342, 96, 343, 2277]
paragraph: ΜΠΟΝ, 23.— Η σοβιετική κυβέρνησις επρότεινεν εις την Δυτικήν Γερμανίαν την έναρξιν συνομιλιών διά την βελτίωσιν των σχέσεων.: [1175, 1276, 1357, 1320]
paragraph: ΜΥΤΙΛΗΝΗ, 23. (Του ανταποκριτού μας).— Οι ελαιοπαραγωγοί της νήσου εις συγκέντρωσίν των απεφάσισαν να ζητήσουν από την κυβέρνησιν ουσιαστικήν προστασίαν του προϊόντος των.: [824, 1633, 1161, 1666]
divider: [1175, 847, 1558, 850]
paragraph: Ο υπουργός των Εξωτερικών κ. Αβέρωφ επιχείρησε διά δηλώσεών του προς τους ξένους δημοσιογράφους να καθορίση την θέσιν της ελληνικής κυβερνήσεως απέναντι του Κυπριακού. Αι δηλώσεις του, εις τας οποίας ο υπουργός ανέπτυξε τας απόψεις της κυβερνήσεως, συνιστούν πλήρη εγκατάλειψιν της αξιώσεως διά την άμεσον αυτοδιάθεσιν.: [349, 443, 561, 531]
headline-sailors-piraeus: ΟΙ ΑΜΕΡΙΚΑΝΟΙ ΝΑΥΤΑΙ ΕΞΙΠΟΤΑΚΟΥΝ ΔΙΟΤΙ ΔΕΝ ΕΠΙΣΚΕΠΤΟΝΤΑΙ ΤΗΝ ΠΕΙΡΑΙΑ: [1384, 1466, 1552, 1504]
paragraph: ΜΥΤΙΛΗΝΗ, 23. (Του ανταποκριτού μας).— Οι ελαιοπαραγωγοί της νήσου εις συγκέντρωσίν των απεφάσισαν να ζητήσουν από την κυβέρνησιν ουσιαστικήν προστασίαν του προϊόντος των.: [824, 1791, 1161, 1824]
article-body: [1175, 1105, 1558, 1215]
paragraph: ΜΠΟΝ, 23.— Η σοβιετική κυβέρνησις επρότεινεν εις την Δυτικήν Γερμανίαν την έναρξιν συνομιλιών διά την βελτίωσιν των σχέσεων.: [1377, 1677, 1558, 1721]
paragraph: Η προσκλησις των αρχηγών της αντιπολιτεύσεως εις σύσκεψιν διά το Κυπριακόν ανεβλήθη μέχρι της επανόδου του πρωθυπουργού. Η σύσκεψις θα γίνη την προσεχή εβδομάδα.: [192, 945, 335, 1011]
article-body: [38, 910, 335, 1013]
paragraph: ΧΟΓΚ ΚΟΓΚ, 23.— Η κομμουνιστική κυβέρνησις του Πεκίνου απηύθυνε νέαν απειλήν κατά της βρεταννικής αποικίας, δηλώσασα ότι θα προβή εις βιαίαν κατάληψιν.: [824, 1892, 1161, 1925]
section-subhead: ΑΙ ΕΝΟΠΛΟΙ ΔΥΝΑΜΕΙΣ: [801, 712, 915, 724]
paragraph: ΝΕΑ ΥΟΡΚΗ, 23.— Η Μόσχα ζητεί από την Αίγυπτον να δεχθή συμβιβαστικήν λύσιν διά το ζήτημα της διώρυγος του Σουέζ.: [1175, 692, 1362, 736]
paragraph: Δύο Αμερικανοί ναύται κατά την διάρκειαν της νυκτός έθραυσαν την προθήκην βιβλιοπωλείου της οδού Πατησίων και συνελήφθησαν υπό της αστυνομίας.: [1377, 1508, 1558, 1563]
main-banner-subheadline: Άρκεῖται εἰς αὐτοδιάθεσιν καὶ εἰς «μηχανισμόν» προδιορισμοῦ τοῦ χρόνου αὐτοδιαθέσεως τοῦ Κυπριακοῦ λαοῦ: [385, 237, 1125, 284]
section-subhead: Η ΤΥΧΗ ΤΟΥ ΡΟΚΟΣΟΦΣΚΥ: [380, 804, 514, 816]
article-body: [38, 1065, 335, 1135]
paragraph: ΒΑΡΣΟΒΙΑ, 23.— Ογκώδεις διαδηλώσεις συγκροτούνται από της χθες εις όλας σχεδόν τας πόλεις της Πολωνίας. Οι διαδηλωταί επευφημούν τον Γκομούλκα και αποδοκιμάζουν την σοβιετικήν επέμβασιν. Εις το Πόζναν, την Κρακοβίαν και το Βρότσλαβ χιλιάδες εργατών και φοιτητών παρήλασαν διά των οδών.: [587, 1063, 804, 1140]
subheadline-xenofon: ΜΕΤΕΤΡΑΠΗ Η ΠΟΙΝΗ ΤΟΥ ΞΕΝΟΦΩΝΤΟΣ: [1265, 192, 1468, 204]
headline-karamanlis-message: ΜΗΝΥΜΑ ΤΟΥ Κ. ΚΑΡΑΜΑΝΛΗ ΠΡΟΣ ΤΑ ΗΝΩΜ. ΕΘΝΗ: [44, 1025, 329, 1060]
article-body: [802, 333, 1161, 524]
paragraph: Χθες την μεσημβρίαν ο επανελθών εκ Κύπρου Άγγλος εργατικός βουλευτής κ. Φίλιπ Νοέλ Μπαίκερ εδέχθη εις το γραφείον της ξενοδοχείου τους δημοσιογράφους προς τους οποίους ανεκοίνωσε τας απόψεις του επί της καταστάσεως εν τη νήσω και επί των ελληνοβρεταννικών σχέσεων.: [38, 466, 182, 576]
masthead-phones: ΤΗΛΕΦΩΝΑ: ΓΡΑΦΕΙΩΝ: 33.310 26.324—ΤΥΠΟΓΡΑΦΕΙΑ: ΚΟΛΟΚΟΤΡΩΝΗ 8 ΤΗΛ. 30.547—49: [1074, 46, 1558, 58]
headline-agrinio-taxis: ΑΦΕΡΓΟΥΝ ΟΙ ΙΔΙΟΚΤΗΤΑΙ ΑΓΟΡΑΙΩΝ ΑΥΤΟΚΙΝΗΤΩΝ ΕΙΣ ΑΓΡΙΝΙΟΝ ΑΠΟ ΣΗΜΕΡΟΝ: [1182, 1547, 1350, 1585]
paragraph: Ο κ. Νοέλ Μπαίκερ επανέλαβεν ότι απαιτείται ανακωχή και ότι η βρεταννική κυβέρνησις οφείλει να αναλάβη πρωτοβουλίαν.: [38, 578, 182, 634]
headline-artillery: ΠΟΛΙΣ ΠΥΡΟΒΟΛΙΚΟΥ: [204, 1244, 327, 1257]
divider: [349, 1278, 804, 1281]
paragraph: ΛΕΥΚΩΣΙΑ, 23. (Ελ. ανταπ.).— Μία βόμβα εξερράγη εις την Αμμόχωστον και εφόνευσεν ένα Άγγλον στρατιώτην, ενώ 5 άλλοι ετραυματίσθησαν. Αι αρχαί επέβαλον απαγόρευσιν της κυκλοφορίας.: [1372, 238, 1558, 294]
divider: [349, 1536, 804, 1539]
paragraph: Υπό του Διαιτητικού Δικαστηρίου εξεδόθη απόφασις διά τας αποδοχάς των υπαλλήλων των ανωνύμων εταιριών και γραφείων, διά της οποίας χορηγείται αύξησις των αποδοχών από 1ης Οκτωβρίου.: [349, 1584, 572, 1640]
